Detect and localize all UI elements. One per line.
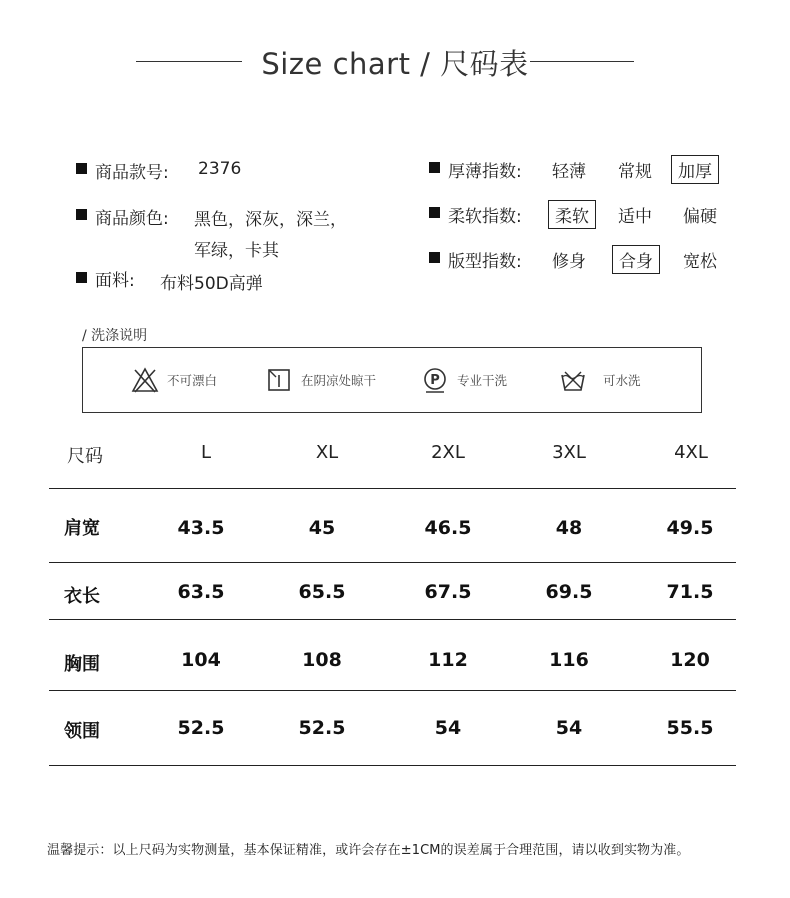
row-label: 胸围 <box>64 654 100 675</box>
table-rule <box>49 488 736 489</box>
thickness-label: 厚薄指数: <box>448 162 522 182</box>
hand-wash-icon <box>559 366 587 394</box>
thickness-option-regular: 常规 <box>618 162 652 182</box>
washing-panel <box>82 347 702 413</box>
table-cell: 43.5 <box>177 517 225 539</box>
fit-option-regular-selected: 合身 <box>612 245 660 274</box>
table-cell: 54 <box>434 717 462 739</box>
table-rule <box>49 562 736 563</box>
table-cell: 49.5 <box>666 517 714 539</box>
washing-label: / 洗涤说明 <box>82 328 148 344</box>
softness-option-soft-selected: 柔软 <box>548 200 596 229</box>
table-cell: 104 <box>181 649 221 671</box>
no-bleach-icon <box>131 366 159 394</box>
table-rule <box>49 765 736 766</box>
table-cell: 55.5 <box>666 717 714 739</box>
table-rule <box>49 690 736 691</box>
table-cell: 112 <box>428 649 468 671</box>
washing-text: 专业干洗 <box>457 373 508 388</box>
item-no-value: 2376 <box>198 159 242 179</box>
size-header-3xl: 3XL <box>552 442 586 463</box>
table-cell: 63.5 <box>177 581 225 603</box>
softness-label: 柔软指数: <box>448 207 522 227</box>
softness-option-hard: 偏硬 <box>683 207 717 227</box>
thickness-option-light: 轻薄 <box>552 162 586 182</box>
size-table-corner: 尺码 <box>67 446 103 467</box>
table-cell: 71.5 <box>666 581 714 603</box>
washing-text: 在阴凉处晾干 <box>301 373 377 388</box>
row-label: 领围 <box>64 721 100 742</box>
title-rule-right <box>530 61 634 62</box>
table-rule <box>49 619 736 620</box>
page-title: Size chart / 尺码表 <box>261 47 529 81</box>
bullet-square-icon <box>429 252 440 263</box>
table-cell: 52.5 <box>298 717 346 739</box>
washing-text: 可水洗 <box>603 373 641 388</box>
bullet-square-icon <box>76 209 87 220</box>
color-value-line2: 军绿，卡其 <box>194 241 279 261</box>
table-cell: 67.5 <box>424 581 472 603</box>
size-header-xl: XL <box>315 442 339 463</box>
bullet-square-icon <box>76 163 87 174</box>
fit-option-loose: 宽松 <box>683 252 717 272</box>
size-header-l: L <box>200 442 212 463</box>
size-header-2xl: 2XL <box>431 442 465 463</box>
softness-option-medium: 适中 <box>618 207 652 227</box>
washing-item-no-bleach <box>131 366 217 394</box>
table-cell: 52.5 <box>177 717 225 739</box>
washing-item-shade-dry <box>265 366 376 394</box>
fit-label: 版型指数: <box>448 252 522 272</box>
table-cell: 48 <box>555 517 583 539</box>
footer-note: 温馨提示：以上尺码为实物测量，基本保证精准，或许会存在±1CM的误差属于合理范围，请以收到实物为准。 <box>47 843 690 858</box>
table-cell: 45 <box>308 517 336 539</box>
bullet-square-icon <box>429 207 440 218</box>
color-value-line1: 黑色，深灰，深兰， <box>194 210 347 230</box>
bullet-square-icon <box>76 272 87 283</box>
svg-text:P: P <box>430 373 440 388</box>
thickness-option-thick-selected: 加厚 <box>671 155 719 184</box>
table-cell: 65.5 <box>298 581 346 603</box>
washing-text: 不可漂白 <box>167 373 218 388</box>
washing-item-hand-wash <box>559 366 641 394</box>
fabric-value: 布料50D高弹 <box>160 274 263 294</box>
table-cell: 46.5 <box>424 517 472 539</box>
table-cell: 116 <box>549 649 589 671</box>
row-label: 衣长 <box>64 586 100 607</box>
fabric-label: 面料: <box>95 271 135 291</box>
dry-clean-icon <box>421 366 449 394</box>
table-cell: 120 <box>670 649 710 671</box>
shade-dry-icon <box>265 366 293 394</box>
color-label: 商品颜色: <box>95 209 169 229</box>
fit-option-slim: 修身 <box>552 252 586 272</box>
table-cell: 69.5 <box>545 581 593 603</box>
item-no-label: 商品款号: <box>95 163 169 183</box>
table-cell: 108 <box>302 649 342 671</box>
row-label: 肩宽 <box>64 518 100 539</box>
size-header-4xl: 4XL <box>674 442 708 463</box>
washing-item-dry-clean <box>421 366 507 394</box>
table-cell: 54 <box>555 717 583 739</box>
bullet-square-icon <box>429 162 440 173</box>
